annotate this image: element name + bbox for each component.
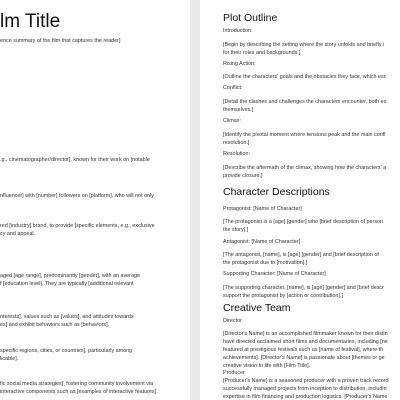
sponsor-text-line: cy and appeal.: [0, 231, 36, 237]
supporting-text-line: support the protagonist by [action or contribution].]: [223, 293, 343, 299]
resolution-text-line: [Describe the aftermath of the climax, showing how the characters' a: [223, 165, 387, 171]
rising-action-text-line: [Outline the characters' goals and the obstacles they face, which esc: [223, 74, 387, 80]
protagonist-text-line: the story].]: [223, 227, 249, 233]
protagonist-text-line: [The protagonist is a [age] [gender] who [brief description of person: [223, 219, 384, 225]
social-text-line: interactive components such as [examples of interactive features].: [0, 389, 158, 395]
left-page: [0, 0, 190, 400]
resolution-text-line: provide closure.]: [223, 173, 263, 179]
antagonist-label: Antagonist: [Name of Character]: [223, 239, 301, 245]
director-text-line: have directed acclaimed short films and documentaries, including [ne: [223, 339, 388, 345]
audience-text-line: f [education level]. They are typically [additional relevant: [0, 281, 134, 287]
film-title: lm Title: [0, 11, 61, 32]
director-label: Director: [223, 318, 242, 324]
antagonist-text-line: the protagonist due to [motivation].]: [223, 260, 308, 266]
sponsor-text-line: red [industry] brand, to provide [specific elements, e.g., exclusive: [0, 223, 155, 229]
credit-text-line: .g., cinematographer/director], known for their work on [notable: [0, 157, 150, 163]
antagonist-text-line: [The antagonist, [name], is [age] [gender] and [brief description of: [223, 252, 379, 258]
protagonist-label: Protagonist: [Name of Character]: [223, 206, 302, 212]
psychographic-text-line: es] and exhibit behaviors such as [behaviors].: [0, 322, 110, 328]
producer-text-line: expertise in film financing and production logistics. [Producer's Name: [223, 394, 388, 400]
geographic-text-line: specific regions, cities, or countries], particularly among: [0, 348, 133, 354]
geographic-text-line: licable].: [0, 356, 19, 362]
climax-text-line: [Identify the pivotal moment where tensions peak and the main confl: [223, 132, 386, 138]
director-text-line: [Director's Name] is an accomplished filmmaker known for their distin: [223, 331, 388, 337]
conflict-text-line: [Detail the clashes and challenges the characters encounter, both ex: [223, 99, 387, 105]
supporting-character-label: Supporting Character: [Name of Character]: [223, 271, 326, 277]
introduction-label: Introduction:: [223, 28, 253, 34]
plot-outline-heading: Plot Outline: [223, 12, 278, 24]
producer-text-line: [Producer's Name] is a seasoned producer with a proven track record: [223, 378, 389, 384]
climax-text-line: resolution.]: [223, 140, 250, 146]
conflict-label: Conflict:: [223, 85, 243, 91]
resolution-label: Resolution:: [223, 151, 250, 157]
producer-text-line: successfully managed projects from inception to distribution, includin: [223, 386, 387, 392]
introduction-text-line: [Begin by describing the setting where the story unfolds and briefly i: [223, 42, 385, 48]
social-text-line: fic social media strategies], fostering community involvement via: [0, 381, 154, 387]
director-text-line: creative vision to life with [Film Title].: [223, 363, 311, 369]
psychographic-text-line: nterests], values such as [values], and attitudes towards: [0, 314, 134, 320]
director-text-line: achievements]. [Director's Name] is passionate about [themes or ge: [223, 355, 385, 361]
conflict-text-line: themselves.]: [223, 107, 254, 113]
right-page: [200, 0, 400, 400]
creative-team-heading: Creative Team: [223, 302, 291, 314]
rising-action-label: Rising Action:: [223, 61, 256, 67]
producer-label: Producer: [223, 370, 245, 376]
introduction-text-line: for their roles and backgrounds.]: [223, 50, 301, 56]
character-descriptions-heading: Character Descriptions: [223, 186, 330, 198]
director-text-line: featured at prestigious festivals such as [name of festival], where th: [223, 347, 384, 353]
credit-text-line: nfluencer] with [number] followers on [platform], who will not only: [0, 193, 155, 199]
audience-text-line: aged [age range], predominantly [gender], with an average: [0, 273, 140, 279]
tagline-text: ence summary of the film that captures the reader]: [0, 38, 121, 44]
climax-label: Climax:: [223, 118, 241, 124]
supporting-text-line: [The supporting character, [name], is [age] [gender] and [brief descr: [223, 285, 384, 291]
